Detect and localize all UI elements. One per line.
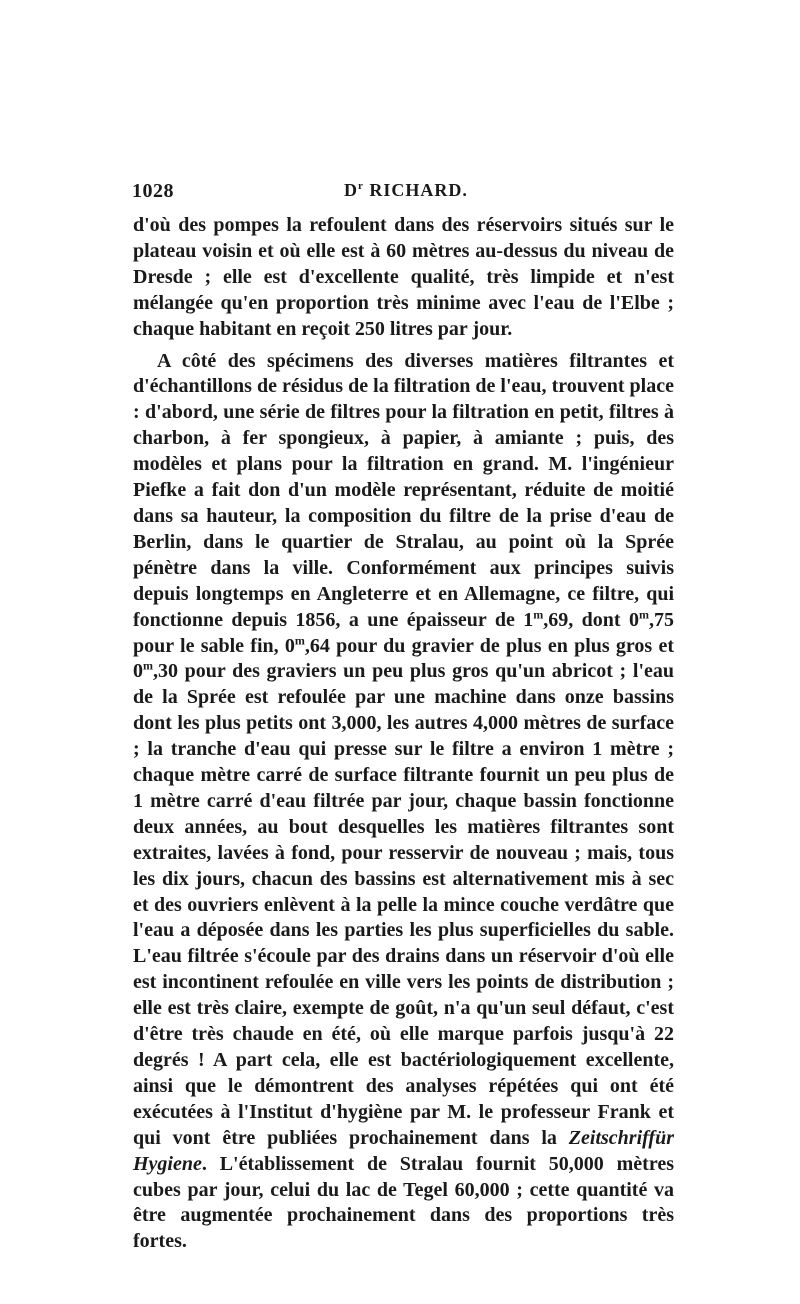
body-text [133,213,674,1255]
text-segment: . L'établissement de Stralau fournit 50,000 mètres cubes par jour, celui du lac de Tegel 60,000 ; cette quantité va être augmentée prochainement dans des proportions très fortes. [133,1152,674,1253]
unit-superscript: m [143,658,153,673]
author-name: RICHARD. [369,180,468,200]
running-head [344,180,468,201]
unit-superscript: m [533,606,544,621]
text-segment: d'où des pompes la refoulent dans des réservoirs situés sur le plateau voisin et où elle est à 60 mètres au-dessus du niveau de Dresde ; elle est d'excellente qualité, très limpide et n'est mélangée qu'en proportion très minime avec l'eau de l'Elbe ; chaque habitant en reçoit 250 litres par jour. [133,214,674,340]
page-number: 1028 [132,180,174,202]
author-prefix: D [344,180,358,200]
page-header [132,180,672,206]
journal-title: Zeitschriffür Hygiene [133,1126,674,1175]
unit-superscript: m [639,606,650,621]
text-segment: ,64 pour du gravier de plus en plus gros et 0 [133,634,675,683]
text-segment: ,69, dont 0 [543,608,640,631]
paragraph [133,349,674,1256]
paragraph [133,213,674,343]
text-segment: ,75 pour le sable fin, 0 [133,608,675,657]
text-segment: A côté des spécimens des diverses matières filtrantes et d'échantillons de résidus de la filtration de l'eau, trouvent place : d'abord, une série de filtres pour la filtration en petit, filtres à charbon, à fer spongieux, à papier, à amiante ; puis, des modèles et plans pour la filtration en grand. M. l'ingénieur Piefke a fait don d'un modèle représentant, réduite de moitié dans sa hauteur, la composition du filtre de la prise d'eau de Berlin, dans le quartier de Stralau, au point où la Sprée pénètre dans la ville. Conformément aux principes suivis depuis longtemps en Angleterre et en Allemagne, ce filtre, qui fonctionne depuis 1856, a une épaisseur de 1 [133,349,674,631]
author-prefix-superscript: r [358,180,364,192]
unit-superscript: m [294,632,305,647]
text-segment: ,30 pour des graviers un peu plus gros qu'un abricot ; l'eau de la Sprée est refoulée par une machine dans onze bassins dont les plus petits ont 3,000, les autres 4,000 mètres de surface ; la tranche d'eau qui presse sur le filtre a environ 1 mètre ; chaque mètre carré de surface filtrante fournit un peu plus de 1 mètre carré d'eau filtrée par jour, chaque bassin fonctionne deux années, au bout desquelles les matières filtrantes sont extraites, lavées à fond, pour resservir de nouveau ; mais, tous les dix jours, chacun des bassins est alternativement mis à sec et des ouvriers enlèvent à la pelle la mince couche verdâtre que l'eau a déposée dans les parties les plus superficielles du sable. L'eau filtrée s'écoule par des drains dans un réservoir d'où elle est incontinent refoulée en ville vers les points de distribution ; elle est très claire, exempte de goût, n'a qu'un seul défaut, c'est d'être très chaude en été, où elle marque parfois jusqu'à 22 degrés ! A part cela, elle est bactériologiquement excellente, ainsi que le démontrent des analyses répétées qui ont été exécutées à l'Institut d'hygiène par M. le professeur Frank et qui vont être publiées prochainement dans la [133,660,674,1149]
